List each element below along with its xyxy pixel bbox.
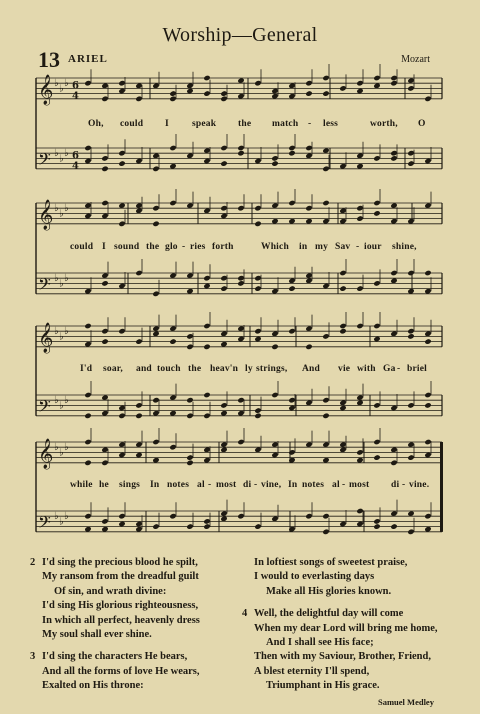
note-head [373, 454, 380, 460]
note-head [101, 166, 108, 172]
bass-clef: 𝄢 [38, 148, 51, 173]
note-head [356, 285, 363, 291]
lyric-syllable: - [308, 119, 312, 129]
note-head [322, 413, 329, 419]
flat-sign: ♭ [59, 208, 64, 220]
verse-column-right [242, 556, 438, 694]
verse-line: In loftiest songs of sweetest praise, [254, 557, 408, 568]
note-head [305, 90, 312, 96]
note-head [186, 333, 193, 339]
note-head [407, 150, 414, 156]
flat-sign: ♭ [64, 326, 69, 338]
lyric-syllable: most [349, 480, 370, 490]
note-head [373, 200, 380, 206]
note-head [407, 454, 414, 460]
note-head [390, 155, 397, 161]
note-head [118, 221, 125, 227]
lyric-syllable: I [102, 242, 106, 252]
note-head [373, 518, 380, 524]
note-head [322, 397, 329, 403]
lyric-syllable: my [315, 242, 329, 252]
note-head [203, 392, 210, 398]
flat-sign: ♭ [64, 78, 69, 90]
note-head [186, 523, 193, 529]
note-head [390, 460, 397, 466]
note-head [322, 90, 329, 96]
note-head [288, 397, 295, 403]
verse-column-left [30, 556, 200, 694]
note-head [271, 160, 278, 166]
verse-line: Triumphant in His grace. [266, 680, 380, 692]
note-head [322, 200, 329, 206]
note-head [407, 160, 414, 166]
note-head [339, 285, 346, 291]
note-head [322, 529, 329, 535]
note-head [254, 275, 261, 281]
lyric-syllable: I [165, 119, 169, 129]
note-head [407, 333, 414, 339]
lyric-syllable: touch [157, 364, 181, 374]
lyric-syllable: could [70, 242, 94, 252]
lyric-syllable: sound [114, 242, 140, 252]
note-head [271, 344, 278, 350]
verse-line: 2 I'd sing the precious blood he spilt, [30, 556, 200, 570]
lyric-syllable: iour [364, 242, 382, 252]
lyric-syllable: - [397, 364, 401, 374]
lyric-syllable: the [188, 364, 202, 374]
lyric-syllable: in [299, 242, 308, 252]
note-head [407, 85, 414, 91]
note-head [373, 323, 380, 329]
note-head [373, 439, 380, 445]
lyric-syllable: the [146, 242, 160, 252]
note-head [220, 285, 227, 291]
lyric-syllable: the [238, 119, 252, 129]
note-head [390, 150, 397, 156]
note-head [118, 80, 125, 86]
note-head [84, 323, 91, 329]
note-head [203, 413, 210, 419]
verse-line: Exalted on His throne: [42, 680, 144, 692]
note-head [84, 392, 91, 398]
note-head [84, 413, 91, 419]
note-head [424, 270, 431, 276]
note-head [84, 80, 91, 86]
tune-name: ARIEL [68, 53, 108, 65]
note-head [169, 513, 176, 519]
lyric-syllable: and [136, 364, 152, 374]
bass-clef: 𝄢 [38, 511, 51, 536]
lyric-syllable: di [391, 480, 400, 490]
bass-clef: 𝄢 [38, 273, 51, 298]
note-head [305, 145, 312, 151]
lyric-syllable: In [288, 480, 298, 490]
composer: Mozart [401, 54, 430, 65]
flat-sign: ♭ [54, 511, 59, 523]
note-head [203, 344, 210, 350]
note-head [152, 221, 159, 227]
note-head [203, 275, 210, 281]
note-head [169, 200, 176, 206]
flat-sign: ♭ [59, 153, 64, 165]
note-head [407, 328, 414, 334]
flat-sign: ♭ [54, 326, 59, 338]
note-head [135, 96, 142, 102]
verse-line: My ransom from the dreadful guilt [42, 571, 199, 583]
note-head [101, 155, 108, 161]
note-head [169, 338, 176, 344]
note-head [101, 280, 108, 286]
note-head [152, 291, 159, 297]
lyric-syllable: Sav [335, 242, 351, 252]
note-head [390, 523, 397, 529]
note-head [424, 338, 431, 344]
flat-sign: ♭ [54, 148, 59, 160]
note-head [288, 145, 295, 151]
lyric-syllable: while [70, 480, 93, 490]
lyric-syllable: speak [192, 119, 217, 129]
flat-sign: ♭ [59, 278, 64, 290]
flat-sign: ♭ [54, 395, 59, 407]
lyric-syllable: - [182, 242, 186, 252]
lyric-syllable: - [254, 480, 258, 490]
note-head [169, 90, 176, 96]
flat-sign: ♭ [59, 400, 64, 412]
note-head [84, 513, 91, 519]
lyric-syllable: ly [245, 364, 253, 374]
lyric-syllable: al [197, 480, 205, 490]
flat-sign: ♭ [64, 442, 69, 454]
note-head [220, 402, 227, 408]
note-head [220, 145, 227, 151]
note-head [237, 145, 244, 151]
note-head [135, 270, 142, 276]
lyric-syllable: vie [338, 364, 351, 374]
verse-line: Make all His glories known. [266, 585, 392, 597]
lyric-syllable: most [216, 480, 237, 490]
lyric-syllable: sings [119, 480, 141, 490]
flat-sign: ♭ [59, 83, 64, 95]
flat-sign: ♭ [59, 447, 64, 459]
note-head [203, 75, 210, 81]
note-head [84, 145, 91, 151]
note-head [424, 439, 431, 445]
note-head [152, 397, 159, 403]
lyric-syllable: forth [212, 242, 234, 252]
lyric-syllable: And [302, 364, 321, 374]
note-head [203, 518, 210, 524]
note-head [254, 407, 261, 413]
verse-line: Of sin, and wrath divine: [54, 585, 167, 597]
note-head [305, 513, 312, 519]
flat-sign: ♭ [59, 331, 64, 343]
note-head [220, 275, 227, 281]
flat-sign: ♭ [64, 395, 69, 407]
note-head [135, 413, 142, 419]
note-head [407, 402, 414, 408]
note-head [152, 205, 159, 211]
note-head [254, 413, 261, 419]
verse-line: A blest eternity I'll spend, [254, 665, 370, 677]
treble-clef: 𝄞 [38, 74, 54, 105]
flat-sign: ♭ [64, 203, 69, 215]
note-head [203, 323, 210, 329]
note-head [169, 96, 176, 102]
flat-sign: ♭ [64, 148, 69, 160]
note-head [118, 328, 125, 334]
lyric-syllable: he [99, 480, 109, 490]
note-head [339, 323, 346, 329]
verse-line: When my dear Lord will bring me home, [254, 622, 438, 634]
note-head [373, 155, 380, 161]
note-head [169, 145, 176, 151]
verse-line: In which all perfect, heavenly dress [42, 614, 200, 626]
note-head [305, 344, 312, 350]
note-head [288, 449, 295, 455]
lyric-syllable: - [342, 480, 346, 490]
note-head [118, 413, 125, 419]
note-head [237, 513, 244, 519]
lyric-syllable: soar, [103, 364, 123, 374]
note-head [339, 270, 346, 276]
note-head [169, 444, 176, 450]
note-head [101, 328, 108, 334]
note-head [356, 215, 363, 221]
note-head [135, 402, 142, 408]
note-head [186, 413, 193, 419]
note-head [390, 80, 397, 86]
note-head [186, 397, 193, 403]
note-head [288, 200, 295, 206]
verse-line: My soul shall ever shine. [42, 629, 152, 641]
note-head [322, 75, 329, 81]
verse-line: I would to everlasting days [254, 571, 375, 583]
lyric-syllable: worth, [370, 119, 398, 129]
note-head [271, 392, 278, 398]
note-head [373, 523, 380, 529]
verse-line: Then with my Saviour, Brother, Friend, [254, 651, 431, 663]
note-head [373, 210, 380, 216]
note-head [118, 513, 125, 519]
note-head [373, 402, 380, 408]
lyric-syllable: strings, [256, 364, 288, 374]
note-head [288, 285, 295, 291]
verse-line: And all the forms of love He wears, [42, 665, 200, 677]
time-signature: 6 [72, 80, 79, 92]
lyric-syllable: shine, [392, 242, 417, 252]
note-head [339, 85, 346, 91]
lyric-syllable: with [357, 364, 376, 374]
note-head [118, 160, 125, 166]
note-head [424, 392, 431, 398]
note-head [322, 166, 329, 172]
lyric-syllable: vine. [409, 480, 430, 490]
note-head [254, 80, 261, 86]
lyric-syllable: could [120, 119, 144, 129]
lyric-syllable: di [243, 480, 252, 490]
lyric-syllable: glo [165, 242, 178, 252]
note-head [220, 205, 227, 211]
note-head [152, 523, 159, 529]
note-head [186, 344, 193, 350]
lyric-syllable: briel [407, 364, 427, 374]
verse-line: 3 I'd sing the characters He bears, [30, 650, 200, 664]
note-head [237, 205, 244, 211]
flat-sign: ♭ [64, 511, 69, 523]
note-head [322, 333, 329, 339]
note-head [424, 513, 431, 519]
flat-sign: ♭ [54, 203, 59, 215]
note-head [271, 155, 278, 161]
note-head [152, 166, 159, 172]
verse-line: I'd sing His glorious righteousness, [42, 600, 199, 612]
flat-sign: ♭ [64, 273, 69, 285]
note-head [101, 460, 108, 466]
note-head [356, 508, 363, 514]
lyric-syllable: heav'n [210, 364, 239, 374]
note-head [220, 96, 227, 102]
note-head [237, 275, 244, 281]
note-head [152, 439, 159, 445]
note-head [424, 402, 431, 408]
note-head [101, 338, 108, 344]
bass-clef: 𝄢 [38, 395, 51, 420]
note-head [220, 160, 227, 166]
note-head [118, 150, 125, 156]
note-head [84, 460, 91, 466]
note-head [135, 338, 142, 344]
note-head [186, 454, 193, 460]
note-head [407, 270, 414, 276]
verse-line: And I shall see His face; [266, 637, 374, 649]
lyric-syllable: vine, [261, 480, 282, 490]
note-head [390, 270, 397, 276]
note-head [339, 328, 346, 334]
verse-number: 4 [242, 608, 248, 620]
note-head [254, 205, 261, 211]
note-head [237, 280, 244, 286]
lyricist: Samuel Medley [378, 697, 434, 707]
note-head [424, 96, 431, 102]
note-head [101, 518, 108, 524]
time-signature: 6 [72, 150, 79, 162]
note-head [373, 280, 380, 286]
note-head [322, 513, 329, 519]
note-head [356, 449, 363, 455]
time-signature: 4 [72, 90, 79, 102]
note-head [356, 80, 363, 86]
note-head [254, 328, 261, 334]
note-head [203, 523, 210, 529]
treble-clef: 𝄞 [38, 438, 54, 469]
lyric-syllable: Ga [383, 364, 396, 374]
note-head [390, 75, 397, 81]
note-head [84, 439, 91, 445]
treble-clef: 𝄞 [38, 199, 54, 230]
final-bar-line [440, 442, 443, 532]
time-signature: 4 [72, 160, 79, 172]
note-head [101, 200, 108, 206]
lyric-syllable: notes [302, 480, 325, 490]
note-head [186, 460, 193, 466]
lyric-syllable: less [323, 119, 339, 129]
lyric-syllable: I'd [80, 364, 93, 374]
note-head [237, 397, 244, 403]
lyric-syllable: al [332, 480, 340, 490]
verse-line: 4 Well, the delightful day will come [242, 607, 438, 621]
flat-sign: ♭ [54, 78, 59, 90]
note-head [356, 205, 363, 211]
lyric-syllable: In [150, 480, 160, 490]
note-head [254, 523, 261, 529]
flat-sign: ♭ [59, 516, 64, 528]
lyric-syllable: Oh, [88, 119, 104, 129]
note-head [220, 90, 227, 96]
note-head [254, 285, 261, 291]
lyric-syllable: O [418, 119, 426, 129]
section-title: Worship—General [162, 24, 318, 46]
hymn-number: 13 [38, 47, 60, 72]
note-head [305, 80, 312, 86]
lyric-syllable: notes [167, 480, 190, 490]
note-head [101, 96, 108, 102]
note-head [237, 439, 244, 445]
lyric-syllable: - [208, 480, 212, 490]
note-head [288, 328, 295, 334]
lyric-syllable: Which [261, 242, 289, 252]
note-head [237, 150, 244, 156]
note-head [373, 75, 380, 81]
flat-sign: ♭ [54, 442, 59, 454]
lyric-syllable: - [356, 242, 360, 252]
note-head [203, 90, 210, 96]
note-head [288, 150, 295, 156]
note-head [254, 221, 261, 227]
lyric-syllable: - [402, 480, 406, 490]
verse-number: 2 [30, 557, 36, 568]
verse-number: 3 [30, 651, 36, 663]
note-head [305, 205, 312, 211]
flat-sign: ♭ [54, 273, 59, 285]
treble-clef: 𝄞 [38, 322, 54, 353]
lyric-syllable: match [272, 119, 299, 129]
note-head [356, 323, 363, 329]
note-head [407, 529, 414, 535]
lyric-syllable: ries [190, 242, 206, 252]
